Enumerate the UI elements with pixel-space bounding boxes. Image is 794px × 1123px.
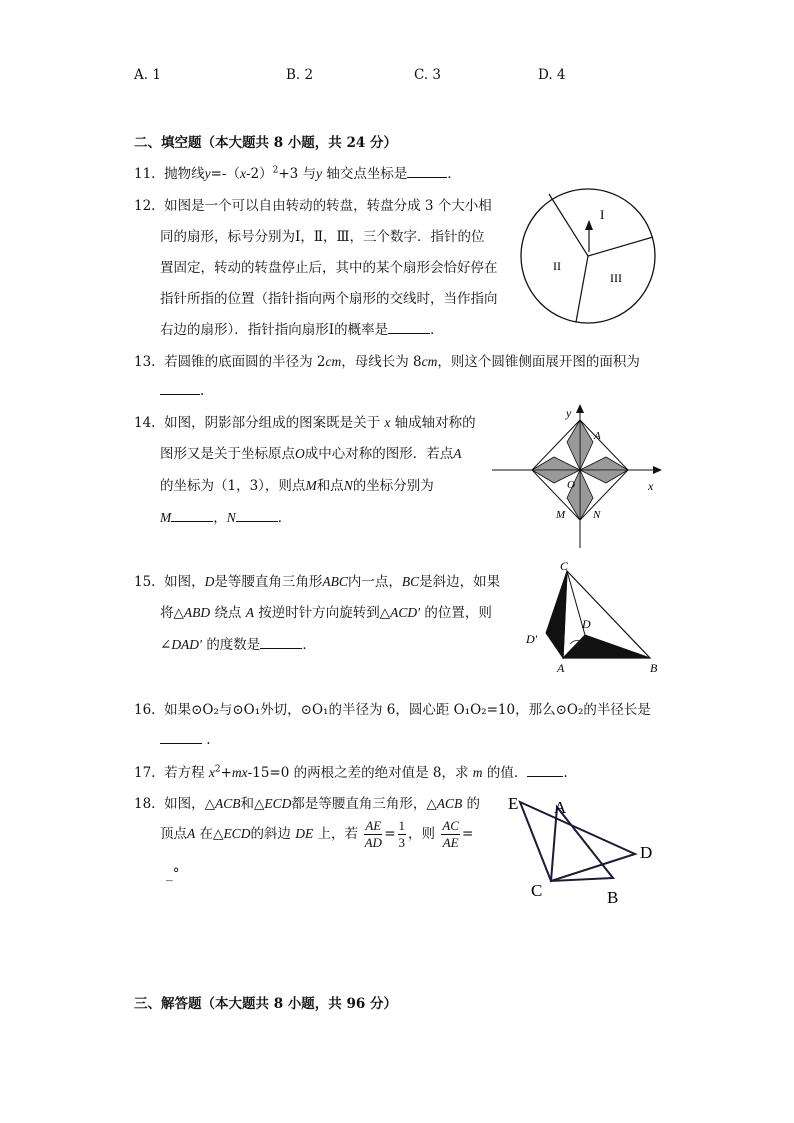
fraction-ac-ae: $\frac{AC}{AE}$ — [442, 818, 459, 850]
axis-label-y: y — [566, 406, 572, 420]
origin-label: O — [567, 479, 575, 491]
vertex-label-a: A — [554, 798, 567, 817]
point-label-d: D — [582, 617, 591, 631]
choice-c: C. 3 — [414, 67, 442, 83]
fraction-ae-ad: $\frac{AE}{AD}$ — [364, 818, 382, 850]
question-15-line1: 15. 如图，D是等腰直角三角形ABC内一点，BC是斜边，如果 — [134, 574, 501, 590]
question-16: 16. 如果⊙O₂与⊙O₁外切，⊙O₁的半径为 6，圆心距 O₁O₂=10，那么⊙O₂的半径长是 — [134, 702, 651, 718]
answer-blank[interactable] — [160, 380, 200, 395]
question-14-line4: M ，N ． — [160, 506, 291, 526]
question-15-line3: ∠DAD′ 的度数是 ． — [160, 633, 316, 653]
answer-blank[interactable] — [388, 319, 430, 334]
vertex-label-c: C — [560, 559, 569, 573]
symmetry-figure — [490, 402, 665, 550]
question-14-line1: 14. 如图，阴影部分组成的图案既是关于 x 轴成轴对称的 — [134, 415, 476, 431]
question-17: 17. 若方程 $x^2+mx-15=0$ 的两根之差的绝对值是 8，求 m 的值． . — [134, 761, 568, 781]
fraction-one-third: $\frac{1}{3}$ — [398, 818, 406, 850]
axis-label-x: x — [648, 479, 654, 493]
question-number: 17. — [134, 765, 156, 781]
point-label-m: M — [556, 509, 566, 521]
spinner-figure — [518, 186, 658, 326]
question-number: 14. — [134, 415, 156, 431]
choice-d: D. 4 — [538, 67, 566, 83]
section-heading: 二、填空题（本大题共 8 小题，共 24 分） — [134, 135, 397, 151]
question-12-line3: 置固定，转动的转盘停止后，其中的某个扇形会恰好停在 — [160, 260, 498, 276]
point-label-n: N — [593, 509, 601, 521]
question-14-line3: 的坐标为（1，3），则点M和点N的坐标分别为 — [160, 478, 434, 494]
point-label-a: A — [594, 430, 601, 442]
question-16-line2: . — [160, 729, 211, 748]
question-15-line2: 将△ABD 绕点 A 按逆时针方向旋转到△ACD′ 的位置，则 — [160, 605, 492, 621]
answer-blank[interactable] — [260, 634, 302, 649]
choice-a: A. 1 — [134, 67, 161, 83]
question-18-line3: _° — [166, 866, 180, 882]
question-14-line2: 图形又是关于坐标原点O成中心对称的图形．若点A — [160, 446, 462, 462]
vertex-label-b: B — [650, 661, 658, 675]
choice-b: B. 2 — [286, 67, 314, 83]
question-12-line5: 右边的扇形）．指针指向扇形Ⅰ的概率是 ． — [160, 318, 444, 338]
answer-blank-m[interactable] — [171, 507, 213, 522]
sector-label-3: III — [610, 271, 622, 285]
vertex-label-d: D — [640, 843, 653, 862]
question-13-line2: . — [160, 380, 204, 399]
question-11: 11. 抛物线$y=-(x-2)^2+3$ 与y 轴交点坐标是 ． — [134, 162, 461, 182]
answer-blank[interactable] — [160, 729, 202, 744]
vertex-label-e: E — [508, 794, 519, 813]
question-12-line1: 12. 如图是一个可以自由转动的转盘，转盘分成 3 个大小相 — [134, 198, 492, 214]
answer-blank-n[interactable] — [236, 507, 278, 522]
question-number: 16. — [134, 702, 156, 718]
question-18-line1: 18. 如图，△ACB和△ECD都是等腰直角三角形，△ACB 的 — [134, 796, 481, 812]
section-heading: 三、解答题（本大题共 8 小题，共 96 分） — [134, 996, 397, 1012]
vertex-label-c: C — [531, 881, 543, 900]
question-number: 13. — [134, 354, 156, 370]
question-number: 15. — [134, 574, 156, 590]
answer-blank[interactable] — [407, 163, 447, 178]
question-18-line2: 顶点A 在△ECD的斜边 DE 上，若 $\frac{AE}{AD}$ = $\frac{1}{3}$ ，则 $\frac{AC}{AE}$ = — [160, 818, 474, 850]
question-number: 11. — [134, 166, 156, 182]
sector-label-1: I — [600, 207, 605, 222]
isosceles-triangles-figure — [506, 788, 666, 910]
point-label-d-prime: D′ — [526, 632, 538, 646]
question-number: 12. — [134, 198, 156, 214]
vertex-label-a: A — [557, 661, 565, 675]
rotation-triangle-figure — [520, 558, 670, 680]
vertex-label-b: B — [607, 888, 619, 907]
question-12-line2: 同的扇形，标号分别为Ⅰ，Ⅱ，Ⅲ，三个数字．指针的位 — [160, 229, 485, 245]
sector-label-2: II — [553, 259, 561, 273]
question-13: 13. 若圆锥的底面圆的半径为 2cm，母线长为 8cm，则这个圆锥侧面展开图的面积为 — [134, 354, 640, 370]
answer-blank[interactable] — [527, 762, 563, 777]
question-number: 18. — [134, 796, 156, 812]
question-12-line4: 指针所指的位置（指针指向两个扇形的交线时，当作指向 — [160, 291, 498, 307]
